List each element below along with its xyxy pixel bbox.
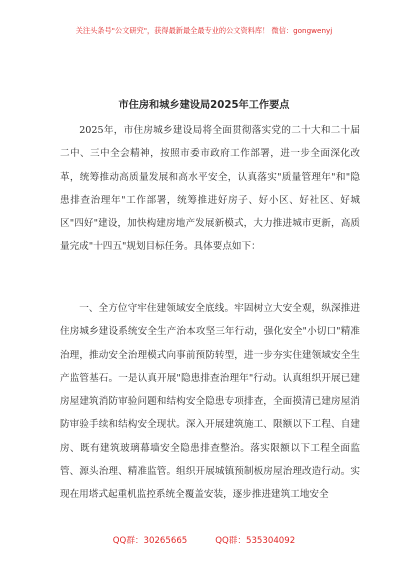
paragraph-intro: 2025年，市住房城乡建设局将全面贯彻落实党的二十大和二十届二中、三中全会精神，按照市委市政府工作部署，进一步全面深化改革，统筹推动高质量发展和高水平安全，认真落实"质量管理年"和"隐患排查治理年"工作部署，统筹推进好房子、好小区、好社区、好城区"四好"建设，加快构建房地产发展新模式，大力推进城市更新，高质量完成"十四五"规划目标任务。具体要点如下： bbox=[60, 125, 360, 253]
promo-banner: 关注头条号"公文研究"，获得最新最全最专业的公文资料库！ 微信：gongwenyj bbox=[75, 26, 333, 35]
footer-qq-group-2: QQ群：535304092 bbox=[215, 536, 296, 546]
footer-qq-group-1: QQ群：30265665 bbox=[112, 536, 188, 546]
paragraph-section-1: 一、全方位守牢住建领域安全底线。牢固树立大安全观，纵深推进住房城乡建设系统安全生产治本攻坚三年行动，强化安全"小切口"精准治理，推动安全治理模式向事前预防转型，进一步夯实住建领域安全生产监管基石。一是认真开展"隐患排查治理年"行动。认真组织开展已建房屋建筑消防审验问题和结构安全隐患专项排查，全面摸清已建房屋消防审验手续和结构安全现状。深入开展建筑施工、限额以下工程、自建房、既有建筑玻璃幕墙安全隐患排查整治。落实限额以下工程全面监管、源头治理、精准监管。组织开展城镇预制板房屋治理改造行动。实现在用塔式起重机监控系统全覆盖安装，逐步推进建筑工地安全 bbox=[60, 303, 360, 501]
document-title: 市住房和城乡建设局2025年工作要点 bbox=[118, 100, 290, 111]
footer-contact bbox=[0, 534, 408, 546]
